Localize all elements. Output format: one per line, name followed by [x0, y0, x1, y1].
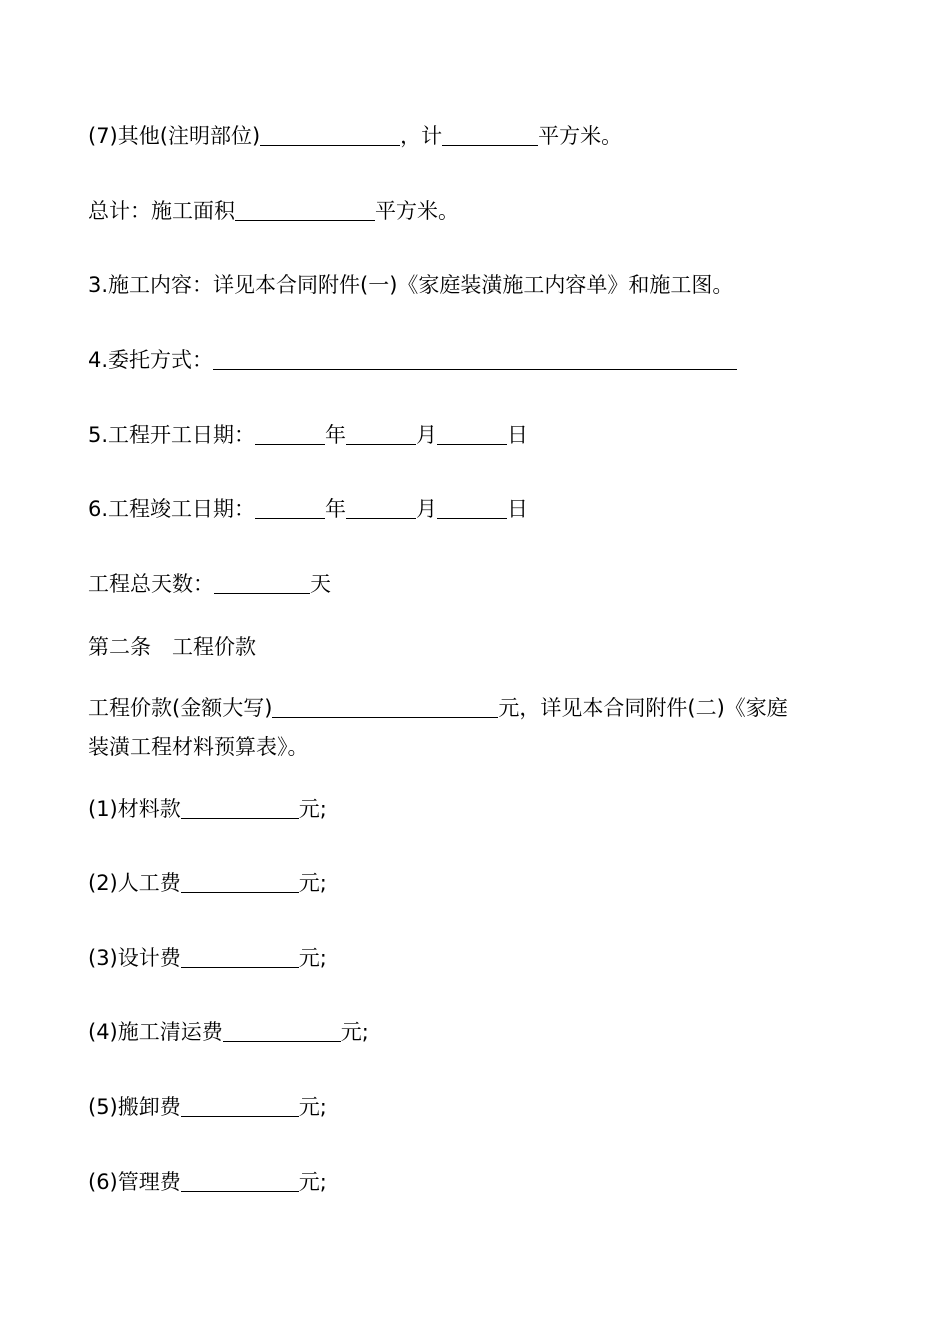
line-construction-content	[88, 267, 733, 303]
fee-blank[interactable]	[181, 945, 299, 968]
fee-label: (1)材料款	[88, 797, 181, 821]
fee-item	[88, 791, 327, 827]
fee-unit: 元;	[298, 871, 327, 895]
year-label: 年	[325, 423, 347, 447]
commission-method-label: 4.委托方式：	[88, 348, 214, 372]
fee-unit: 元;	[298, 1170, 327, 1194]
fee-item	[88, 865, 327, 901]
fee-unit: 元;	[298, 797, 327, 821]
section-heading-price	[88, 629, 256, 665]
other-area-label: (7)其他(注明部位)	[88, 124, 261, 148]
total-days-label: 工程总天数：	[88, 572, 214, 596]
days-unit: 天	[310, 572, 331, 596]
line-total-days	[88, 566, 331, 602]
fee-label: (3)设计费	[88, 946, 181, 970]
start-month-blank[interactable]	[346, 422, 416, 445]
price-detail-continued: 装潢工程材料预算表》。	[88, 735, 309, 759]
price-detail-text: 元，详见本合同附件(二)《家庭	[498, 696, 788, 720]
fee-blank[interactable]	[181, 1169, 299, 1192]
fee-label: (6)管理费	[88, 1170, 181, 1194]
fee-item	[88, 1164, 327, 1200]
end-day-blank[interactable]	[437, 496, 507, 519]
price-label: 工程价款(金额大写)	[88, 696, 273, 720]
fee-item	[88, 940, 327, 976]
day-label: 日	[507, 423, 529, 447]
total-area-blank[interactable]	[235, 198, 375, 221]
commission-method-blank[interactable]	[213, 347, 737, 370]
fee-label: (5)搬卸费	[88, 1095, 181, 1119]
line-start-date	[88, 417, 528, 453]
construction-content-text: 3.施工内容：详见本合同附件(一)《家庭装潢施工内容单》和施工图。	[88, 273, 734, 297]
fee-blank[interactable]	[181, 870, 299, 893]
total-area-label: 总计：施工面积	[88, 199, 235, 223]
fee-blank[interactable]	[181, 1094, 299, 1117]
fee-label: (2)人工费	[88, 871, 181, 895]
fee-label: (4)施工清运费	[88, 1020, 223, 1044]
end-year-blank[interactable]	[255, 496, 325, 519]
year-label: 年	[325, 497, 347, 521]
sqm-unit: 平方米。	[538, 124, 623, 148]
start-day-blank[interactable]	[437, 422, 507, 445]
section-title: 第二条 工程价款	[88, 635, 256, 659]
other-area-blank[interactable]	[260, 123, 400, 146]
line-end-date	[88, 491, 528, 527]
line-price-total	[88, 690, 788, 726]
line-total-area	[88, 193, 459, 229]
line-other-area	[88, 118, 622, 154]
end-date-label: 6.工程竣工日期：	[88, 497, 256, 521]
total-area-unit: 平方米。	[375, 199, 459, 223]
month-label: 月	[416, 497, 438, 521]
day-label: 日	[507, 497, 529, 521]
start-date-label: 5.工程开工日期：	[88, 423, 256, 447]
price-amount-blank[interactable]	[272, 695, 498, 718]
fee-unit: 元;	[340, 1020, 369, 1044]
count-label: ，计	[400, 124, 443, 148]
other-area-sqm-blank[interactable]	[442, 123, 538, 146]
total-days-blank[interactable]	[214, 571, 310, 594]
line-price-continued	[88, 729, 309, 765]
fee-blank[interactable]	[223, 1019, 341, 1042]
fee-unit: 元;	[298, 946, 327, 970]
fee-blank[interactable]	[181, 796, 299, 819]
start-year-blank[interactable]	[255, 422, 325, 445]
month-label: 月	[416, 423, 438, 447]
end-month-blank[interactable]	[346, 496, 416, 519]
fee-item	[88, 1014, 369, 1050]
fee-item	[88, 1089, 327, 1125]
line-commission-method	[88, 342, 737, 378]
fee-unit: 元;	[298, 1095, 327, 1119]
